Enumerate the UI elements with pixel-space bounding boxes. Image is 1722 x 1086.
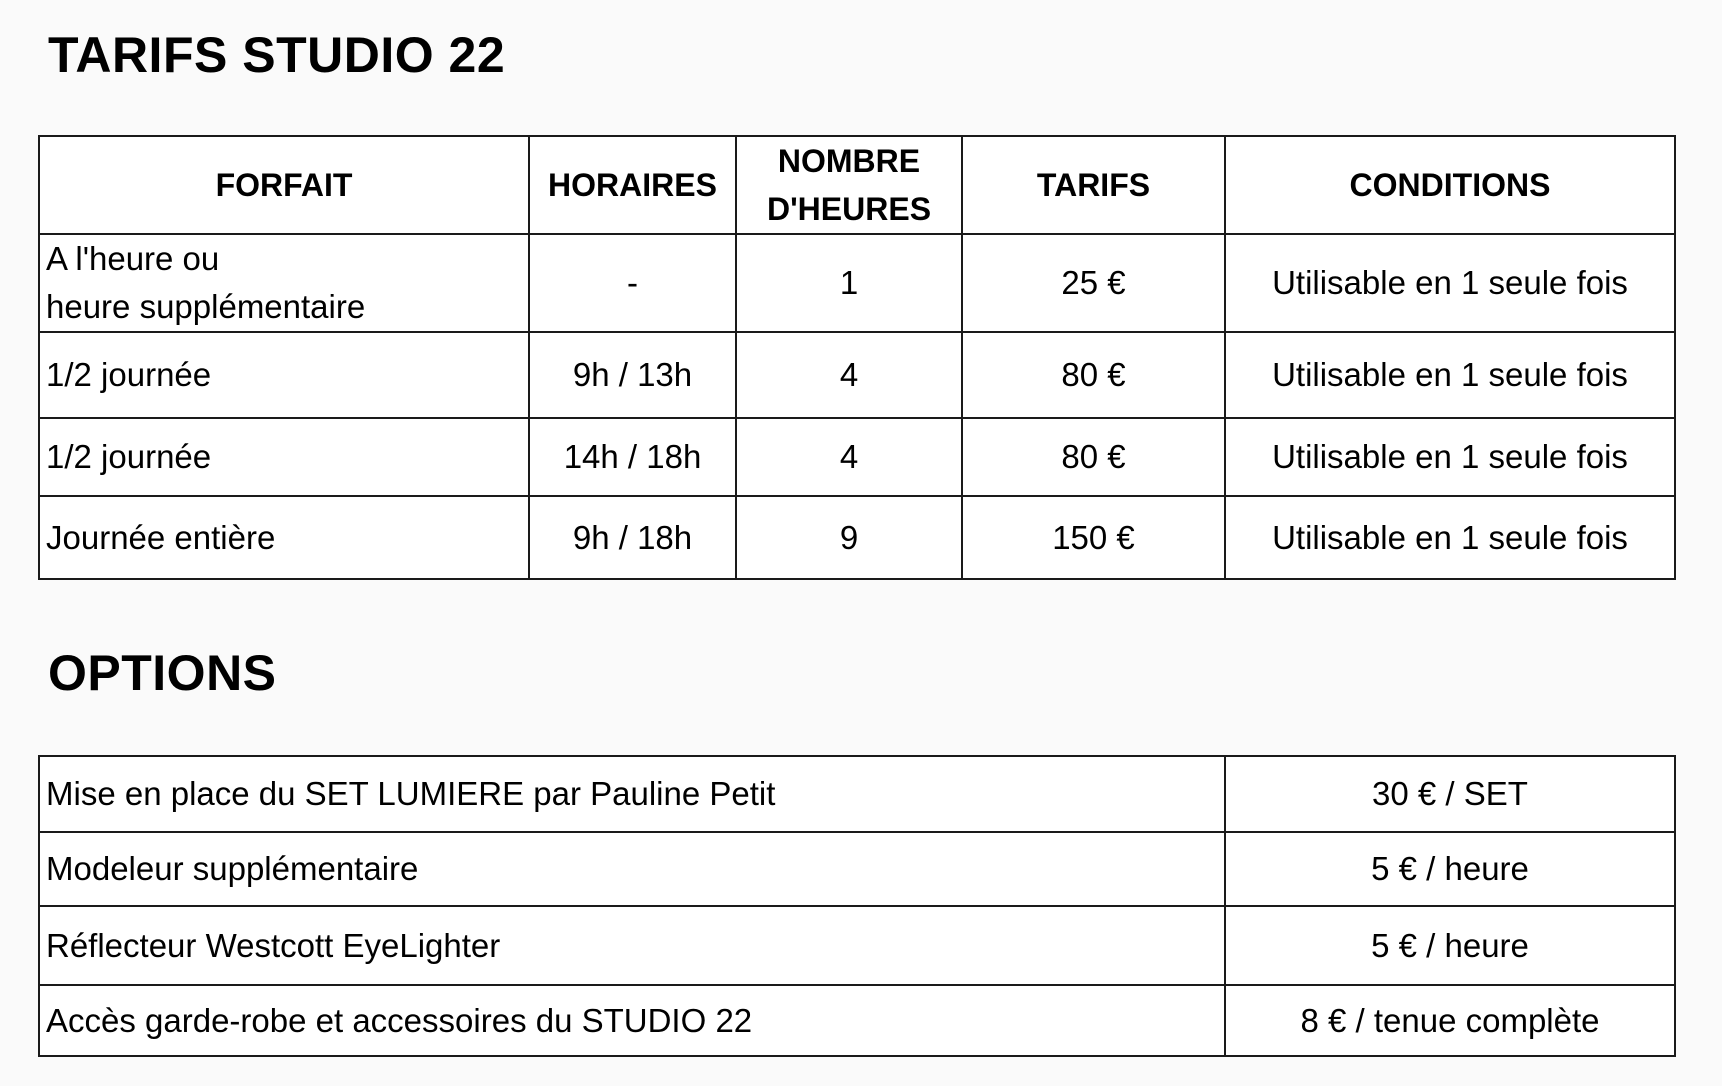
- option-row: [39, 832, 1675, 906]
- header-nombre-line2: D'HEURES: [766, 191, 932, 227]
- table-header-row: [39, 136, 1675, 234]
- header-forfait: FORFAIT: [39, 136, 529, 234]
- page-title: TARIFS STUDIO 22: [48, 27, 506, 83]
- options-title: OPTIONS: [48, 645, 277, 701]
- options-table: [38, 755, 1676, 1057]
- table-row: [39, 496, 1675, 579]
- header-nombre-line1: NOMBRE: [777, 143, 921, 179]
- cell-conditions: Utilisable en 1 seule fois: [1225, 234, 1675, 332]
- cell-heures: 4: [736, 332, 962, 418]
- tarifs-table: [38, 135, 1676, 580]
- option-price: 30 € / SET: [1225, 756, 1675, 832]
- option-label: Réflecteur Westcott EyeLighter: [39, 906, 1225, 985]
- cell-tarif: 25 €: [962, 234, 1225, 332]
- cell-forfait-line2: heure supplémentaire: [46, 288, 366, 325]
- header-nombre-heures: [736, 136, 962, 234]
- option-price: 5 € / heure: [1225, 906, 1675, 985]
- cell-forfait: [39, 234, 529, 332]
- cell-horaires: 9h / 13h: [529, 332, 736, 418]
- cell-heures: 1: [736, 234, 962, 332]
- option-price: 5 € / heure: [1225, 832, 1675, 906]
- cell-conditions: Utilisable en 1 seule fois: [1225, 332, 1675, 418]
- cell-tarif: 80 €: [962, 332, 1225, 418]
- cell-horaires: -: [529, 234, 736, 332]
- option-label: Modeleur supplémentaire: [39, 832, 1225, 906]
- header-tarifs: TARIFS: [962, 136, 1225, 234]
- header-conditions: CONDITIONS: [1225, 136, 1675, 234]
- cell-heures: 4: [736, 418, 962, 496]
- option-label: Accès garde-robe et accessoires du STUDIO 22: [39, 985, 1225, 1056]
- cell-conditions: Utilisable en 1 seule fois: [1225, 418, 1675, 496]
- table-row: [39, 234, 1675, 332]
- option-price: 8 € / tenue complète: [1225, 985, 1675, 1056]
- option-row: [39, 985, 1675, 1056]
- table-row: [39, 332, 1675, 418]
- cell-forfait: 1/2 journée: [39, 418, 529, 496]
- cell-forfait: Journée entière: [39, 496, 529, 579]
- option-row: [39, 756, 1675, 832]
- cell-tarif: 80 €: [962, 418, 1225, 496]
- cell-heures: 9: [736, 496, 962, 579]
- cell-tarif: 150 €: [962, 496, 1225, 579]
- cell-conditions: Utilisable en 1 seule fois: [1225, 496, 1675, 579]
- option-label: Mise en place du SET LUMIERE par Pauline Petit: [39, 756, 1225, 832]
- cell-forfait: 1/2 journée: [39, 332, 529, 418]
- header-horaires: HORAIRES: [529, 136, 736, 234]
- table-row: [39, 418, 1675, 496]
- cell-forfait-line1: A l'heure ou: [46, 240, 220, 277]
- option-row: [39, 906, 1675, 985]
- cell-horaires: 9h / 18h: [529, 496, 736, 579]
- cell-horaires: 14h / 18h: [529, 418, 736, 496]
